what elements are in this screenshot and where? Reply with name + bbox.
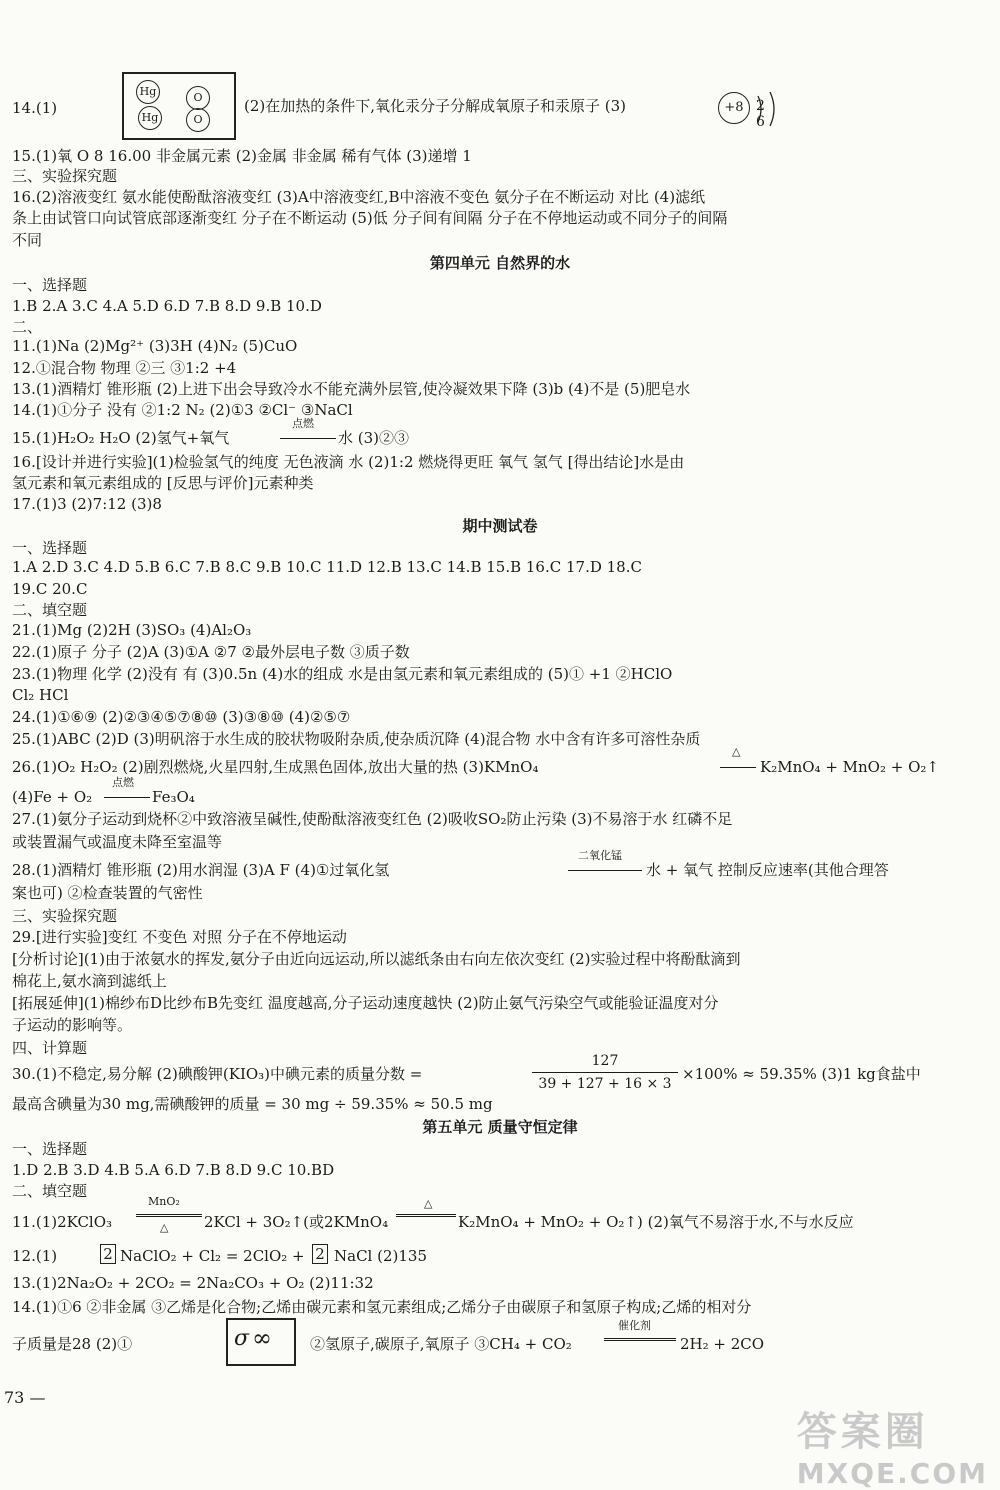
- answers-row: 1.A 2.D 3.C 4.D 5.B 6.C 7.B 8.C 9.B 10.C 11.D 12.B 13.C 14.B 15.B 16.C 17.D 18.C: [12, 558, 642, 576]
- q28-b: 水 + 氧气 控制反应速率(其他合理答: [646, 861, 889, 879]
- q11-c: K₂MnO₄ + MnO₂ + O₂↑) (2)氧气不易溶于水,不与水反应: [458, 1213, 854, 1231]
- answers-row: 19.C 20.C: [12, 580, 88, 598]
- q16-line3: 不同: [12, 231, 43, 249]
- section-heading: 三、实验探究题: [12, 907, 118, 925]
- q29-line4: [拓展延伸](1)棉纱布D比纱布B先变红 温度越高,分子运动速度越快 (2)防止氨气污染空气或能验证温度对分: [12, 994, 719, 1012]
- midterm-title: 期中测试卷: [462, 517, 538, 535]
- q30-c: 最高含碘量为30 mg,需碘酸钾的质量 = 30 mg ÷ 59.35% ≈ 50.5 mg: [12, 1095, 493, 1113]
- q16-line1: 16.(2)溶液变红 氨水能使酚酞溶液变红 (3)A中溶液变红,B中溶液不变色 氨分子在不断运动 对比 (4)滤纸: [12, 188, 706, 206]
- co2-molecule-icon: ∞: [252, 1324, 272, 1352]
- condition-label: △: [160, 1221, 169, 1234]
- q29-line1: 29.[进行实验]变红 不变色 对照 分子在不停地运动: [12, 928, 347, 946]
- q17: 17.(1)3 (2)7:12 (3)8: [12, 495, 162, 513]
- reaction-arrow: [280, 438, 336, 439]
- reaction-equals: [396, 1214, 456, 1217]
- q14-line2: 子质量是28 (2)①: [12, 1335, 133, 1353]
- condition-label: △: [732, 745, 741, 758]
- q26-a: 26.(1)O₂ H₂O₂ (2)剧烈燃烧,火星四射,生成黑色固体,放出大量的热 (3)KMnO₄: [12, 758, 539, 776]
- section-heading: 三、实验探究题: [12, 167, 118, 185]
- q14-line2b: ②氢原子,碳原子,氧原子 ③CH₄ + CO₂: [310, 1335, 572, 1353]
- reaction-arrow: [104, 797, 150, 798]
- q15-a: 15.(1)H₂O₂ H₂O (2)氢气+氧气: [12, 429, 230, 447]
- hg-atom-icon: Hg: [136, 80, 160, 104]
- condition-label: 二氧化锰: [578, 849, 622, 862]
- o-atom-icon: O: [186, 86, 210, 110]
- q12-b: NaClO₂ + Cl₂ = 2ClO₂ +: [120, 1247, 305, 1265]
- q14-part2: (2)在加热的条件下,氧化汞分子分解成氧原子和汞原子 (3): [244, 97, 627, 115]
- section-heading: 一、选择题: [12, 539, 88, 557]
- q15-b: 水 (3)②③: [338, 429, 410, 447]
- q12-c: NaCl (2)135: [334, 1247, 427, 1265]
- condition-label: 点燃: [112, 776, 134, 789]
- q25: 25.(1)ABC (2)D (3)明矾溶于水生成的胶状物吸附杂质,使杂质沉降 (4)混合物 水中含有许多可溶性杂质: [12, 730, 701, 748]
- q14-line2c: 2H₂ + 2CO: [680, 1335, 765, 1353]
- section-heading: 二、填空题: [12, 1182, 88, 1200]
- q24: 24.(1)①⑥⑨ (2)②③④⑤⑦⑧⑩ (3)③⑧⑩ (4)②⑤⑦: [12, 708, 351, 726]
- q29-line3: 棉花上,氨水滴到滤纸上: [12, 972, 167, 990]
- q29-line2: [分析讨论](1)由于浓氨水的挥发,氨分子由近向远运动,所以滤纸条由右向左依次变红 (2)实验过程中将酚酞滴到: [12, 950, 741, 968]
- q13: 13.(1)2Na₂O₂ + 2CO₂ = 2Na₂CO₃ + O₂ (2)11:32: [12, 1274, 374, 1292]
- q23-line2: Cl₂ HCl: [12, 686, 69, 704]
- q16-line2: 条上由试管口向试管底部逐渐变红 分子在不断运动 (5)低 分子间有间隔 分子在不停地运动或不同分子的间隔: [12, 209, 728, 227]
- q28-c: 案也可) ②检查装置的气密性: [12, 884, 203, 902]
- watermark: 答案圈 MXQE.COM: [796, 1409, 988, 1490]
- hg-atom-icon: Hg: [138, 106, 162, 130]
- q16-line1: 16.[设计并进行实验](1)检验氢气的纯度 无色液滴 水 (2)1:2 燃烧得更旺 氧气 氢气 [得出结论]水是由: [12, 453, 685, 471]
- q11: 11.(1)Na (2)Mg²⁺ (3)3H (4)N₂ (5)CuO: [12, 337, 298, 355]
- molecule-model-diagram: [226, 1318, 296, 1366]
- unit5-title: 第五单元 质量守恒定律: [422, 1118, 578, 1136]
- section-heading: 二、填空题: [12, 601, 88, 619]
- unit4-title: 第四单元 自然界的水: [429, 254, 571, 272]
- reaction-equals: [136, 1214, 202, 1217]
- mercury-oxide-diagram: [122, 72, 236, 140]
- q12-a: 12.(1): [12, 1247, 58, 1265]
- coefficient-box: 2: [312, 1244, 328, 1264]
- q13: 13.(1)酒精灯 锥形瓶 (2)上进下出会导致冷水不能充满外层管,使冷凝效果下降 (3)b (4)不是 (5)肥皂水: [12, 380, 691, 398]
- q12: 12.①混合物 物理 ②三 ③1:2 +4: [12, 359, 237, 377]
- reaction-equals: [604, 1338, 676, 1341]
- q26-b: K₂MnO₄ + MnO₂ + O₂↑: [760, 758, 939, 776]
- q27-line2: 或装置漏气或温度未降至室温等: [12, 833, 223, 851]
- q14: 14.(1)①分子 没有 ②1:2 N₂ (2)①3 ②Cl⁻ ③NaCl: [12, 401, 353, 419]
- q26-d: Fe₃O₄: [152, 788, 195, 806]
- q30-b: ×100% ≈ 59.35% (3)1 kg食盐中: [682, 1065, 921, 1083]
- section-heading: 四、计算题: [12, 1039, 88, 1057]
- q29-line5: 子运动的影响等。: [12, 1016, 133, 1034]
- q14-label: 14.(1): [12, 99, 58, 117]
- q27-line1: 27.(1)氨分子运动到烧杯②中致溶液呈碱性,使酚酞溶液变红色 (2)吸收SO₂防止污染 (3)不易溶于水 红磷不足: [12, 810, 733, 828]
- condition-label: 点燃: [292, 417, 314, 430]
- co-molecule-icon: σ: [234, 1326, 250, 1351]
- o-atom-icon: O: [186, 108, 210, 132]
- condition-label: △: [424, 1197, 433, 1210]
- q23-line1: 23.(1)物理 化学 (2)没有 有 (3)0.5n (4)水的组成 水是由氢元素和氧元素组成的 (5)① +1 ②HClO: [12, 665, 673, 683]
- oxygen-atom-structure-icon: +8 2 6: [718, 90, 788, 130]
- q21: 21.(1)Mg (2)2H (3)SO₃ (4)Al₂O₃: [12, 621, 252, 639]
- coefficient-box: 2: [100, 1244, 116, 1264]
- q15: 15.(1)氧 O 8 16.00 非金属元素 (2)金属 非金属 稀有气体 (3)递增 1: [12, 147, 472, 165]
- condition-label: 催化剂: [618, 1319, 651, 1332]
- answers-row: 1.B 2.A 3.C 4.A 5.D 6.D 7.B 8.D 9.B 10.D: [12, 297, 322, 315]
- section-heading: 二、: [12, 318, 43, 336]
- section-heading: 一、选择题: [12, 276, 88, 294]
- q16-line2: 氢元素和氧元素组成的 [反思与评价]元素种类: [12, 474, 314, 492]
- q11-b: 2KCl + 3O₂↑(或2KMnO₄: [204, 1213, 389, 1231]
- reaction-arrow: [568, 870, 642, 871]
- fraction: 127 39 + 127 + 16 × 3: [532, 1052, 678, 1093]
- page-number: 73 —: [4, 1388, 46, 1407]
- answers-row: 1.D 2.B 3.D 4.B 5.A 6.D 7.B 8.D 9.C 10.BD: [12, 1161, 335, 1179]
- q14-line1: 14.(1)①6 ②非金属 ③乙烯是化合物;乙烯由碳元素和氢元素组成;乙烯分子由碳原子和氢原子构成;乙烯的相对分: [12, 1298, 752, 1316]
- section-heading: 一、选择题: [12, 1140, 88, 1158]
- q28-a: 28.(1)酒精灯 锥形瓶 (2)用水润湿 (3)A F (4)①过氧化氢: [12, 861, 390, 879]
- q11-a: 11.(1)2KClO₃: [12, 1213, 113, 1231]
- condition-label: MnO₂: [148, 1195, 180, 1208]
- q22: 22.(1)原子 分子 (2)A (3)①A ②7 ②最外层电子数 ③质子数: [12, 643, 410, 661]
- reaction-arrow: [720, 767, 756, 768]
- q26-c: (4)Fe + O₂: [12, 788, 93, 806]
- q30-a: 30.(1)不稳定,易分解 (2)碘酸钾(KIO₃)中碘元素的质量分数 =: [12, 1065, 423, 1083]
